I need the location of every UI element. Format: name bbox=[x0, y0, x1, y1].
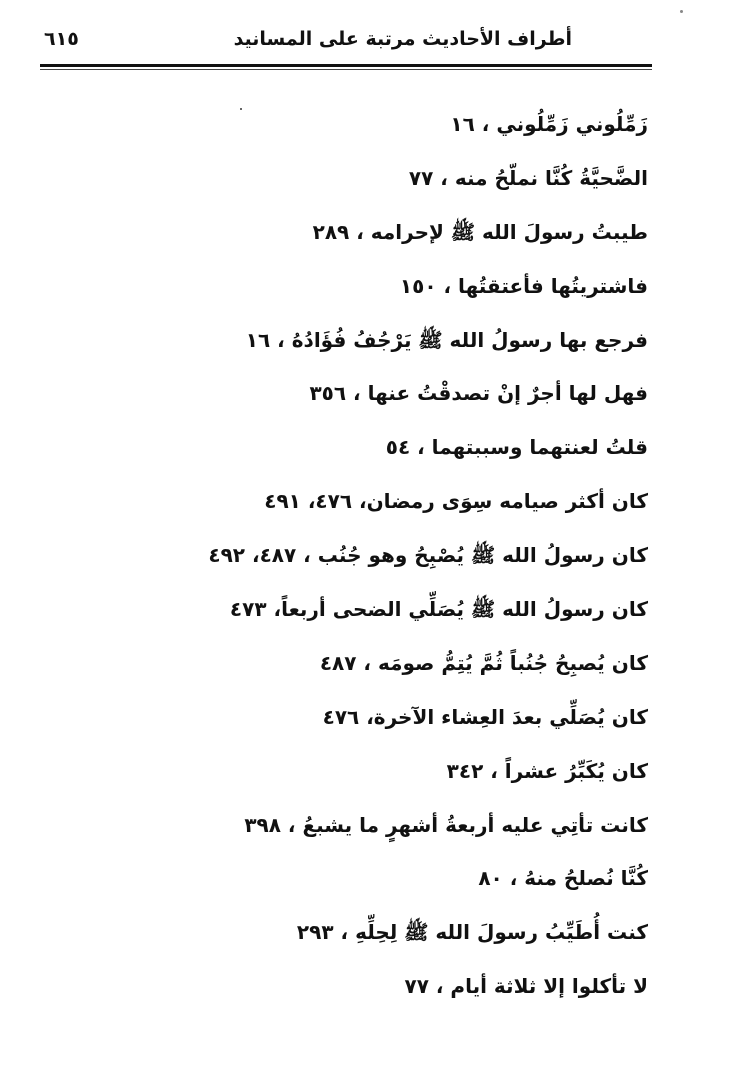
index-entry: كان يُصَلِّي بعدَ العِشاء الآخرة، ٤٧٦ bbox=[322, 704, 648, 729]
hadith-index-list bbox=[88, 100, 648, 1016]
index-entry: الضَّحيَّةُ كُنَّا نملّحُ منه ، ٧٧ bbox=[408, 165, 648, 190]
index-entry: فرجع بها رسولُ الله ﷺ يَرْجُفُ فُؤَادُهُ ، ١٦ bbox=[245, 327, 648, 352]
running-title: أطراف الأحاديث مرتبة على المسانيد bbox=[233, 28, 572, 50]
index-entry: كان رسولُ الله ﷺ يُصَلِّي الضحى أربعاً، ٤٧٣ bbox=[229, 597, 648, 622]
scan-mark bbox=[680, 10, 683, 13]
index-entry: فاشتريتُها فأعتقتُها ، ١٥٠ bbox=[399, 273, 648, 298]
header-rule-thick bbox=[40, 64, 652, 67]
header-rule-thin bbox=[40, 69, 652, 70]
index-entry: كُنَّا نُصلحُ منهُ ، ٨٠ bbox=[478, 866, 648, 891]
index-entry: لا تأكلوا إلا ثلاثة أيام ، ٧٧ bbox=[404, 974, 648, 999]
page-header bbox=[40, 22, 652, 58]
index-entry: كنت أُطَيِّبُ رسولَ الله ﷺ لِحِلِّهِ ، ٢٩٣ bbox=[296, 920, 648, 945]
index-entry: كانت تأتِي عليه أربعةُ أشهرٍ ما يشبعُ ، ٣٩٨ bbox=[244, 812, 648, 837]
index-entry: كان أكثر صيامه سِوَى رمضان، ٤٧٦، ٤٩١ bbox=[264, 489, 648, 514]
index-entry: قلتُ لعنتهما وسببتهما ، ٥٤ bbox=[385, 435, 648, 460]
page-number: ٦١٥ bbox=[44, 28, 79, 50]
index-entry: كان رسولُ الله ﷺ يُصْبِحُ وهو جُنُب ، ٤٨٧، ٤٩٢ bbox=[208, 543, 648, 568]
index-entry: كان يُصبِحُ جُنُباً ثُمَّ يُتِمُّ صومَه ، ٤٨٧ bbox=[319, 650, 648, 675]
index-entry: زَمِّلُوني زَمِّلُوني ، ١٦ bbox=[450, 112, 648, 136]
index-entry: فهل لها أجرٌ إنْ تصدقْتُ عنها ، ٣٥٦ bbox=[309, 381, 648, 406]
index-entry: طيبتُ رسولَ الله ﷺ لإحرامه ، ٢٨٩ bbox=[312, 219, 648, 244]
index-entry: كان يُكَبِّرُ عشراً ، ٣٤٢ bbox=[446, 758, 648, 783]
